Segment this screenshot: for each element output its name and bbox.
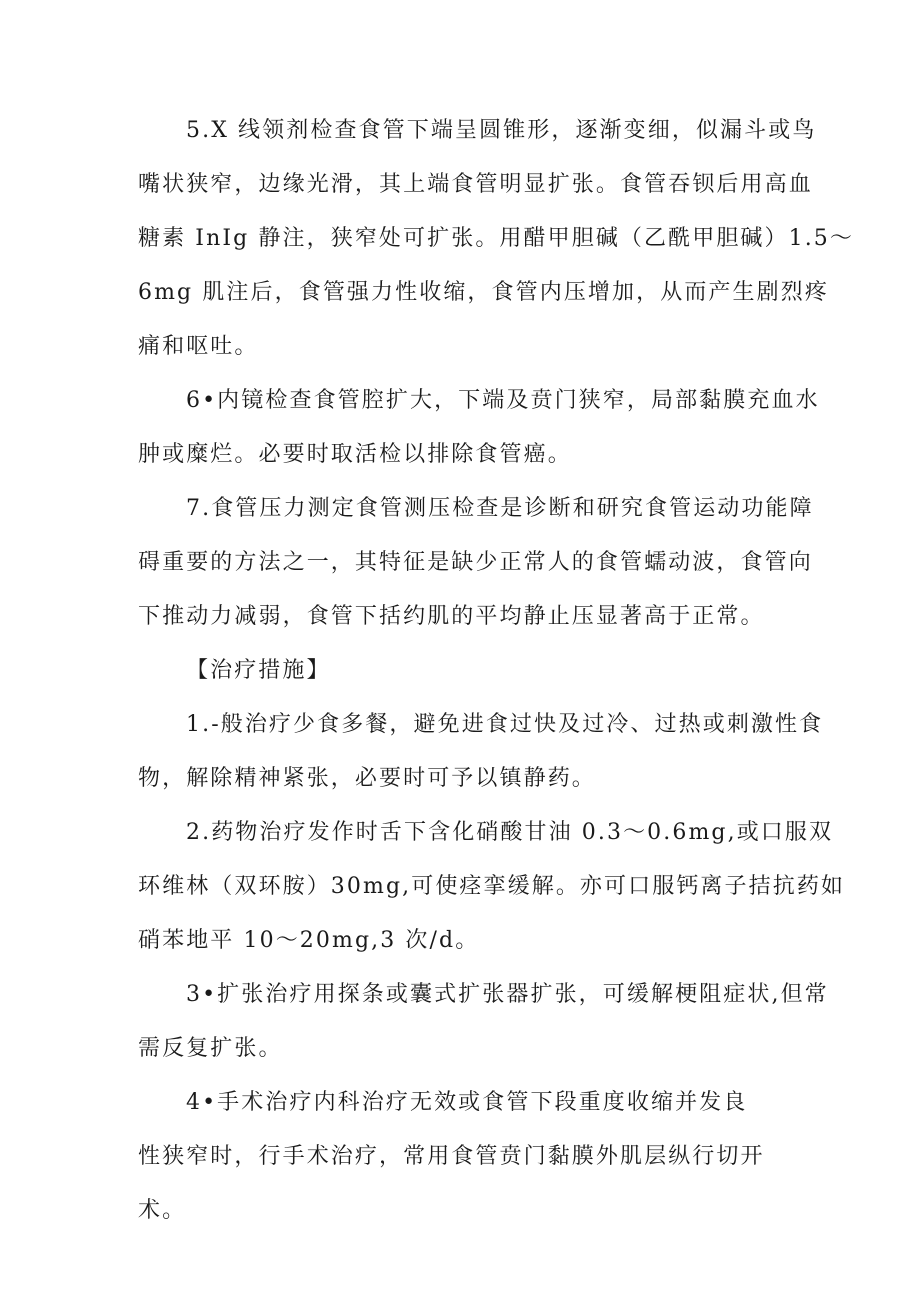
text-line: 环维林（双环胺）30mg,可使痉挛缓解。亦可口服钙离子拮抗药如 [138, 874, 846, 899]
text-line: 痛和呕吐。 [138, 334, 259, 359]
section-heading: 【治疗措施】 [186, 658, 331, 683]
text-line: 需反复扩张。 [138, 1036, 283, 1061]
text-line: 术。 [138, 1198, 187, 1223]
text-line: 糖素 InIg 静注，狭窄处可扩张。用醋甲胆碱（乙酰甲胆碱）1.5～ [138, 226, 855, 251]
text-line: 硝苯地平 10～20mg,3 次/d。 [138, 928, 480, 953]
text-line: 7.食管压力测定食管测压检查是诊断和研究食管运动功能障 [186, 496, 814, 521]
text-line: 物，解除精神紧张，必要时可予以镇静药。 [138, 766, 596, 791]
text-line: 2.药物治疗发作时舌下含化硝酸甘油 0.3～0.6mg,或口服双 [186, 820, 834, 845]
text-line: 碍重要的方法之一，其特征是缺少正常人的食管蠕动波，食管向 [138, 550, 813, 575]
text-line: 性狭窄时，行手术治疗，常用食管贲门黏膜外肌层纵行切开 [138, 1144, 765, 1169]
text-line: 嘴状狭窄，边缘光滑，其上端食管明显扩张。食管吞钡后用高血 [138, 172, 813, 197]
text-line: 3•扩张治疗用探条或囊式扩张器扩张，可缓解梗阻症状,但常 [186, 982, 829, 1007]
text-line: 5.X 线领剂检查食管下端呈圆锥形，逐渐变细，似漏斗或鸟 [186, 118, 817, 143]
text-line: 4•手术治疗内科治疗无效或食管下段重度收缩并发良 [186, 1090, 748, 1115]
text-line: 肿或糜烂。必要时取活检以排除食管癌。 [138, 442, 572, 467]
text-line: 6mg 肌注后，食管强力性收缩，食管内压增加，从而产生剧烈疼 [138, 280, 829, 305]
text-line: 6•内镜检查食管腔扩大，下端及贲门狭窄，局部黏膜充血水 [186, 388, 820, 413]
text-line: 下推动力减弱，食管下括约肌的平均静止压显著高于正常。 [138, 604, 765, 629]
text-line: 1.-般治疗少食多餐，避免进食过快及过冷、过热或刺激性食 [186, 712, 824, 737]
